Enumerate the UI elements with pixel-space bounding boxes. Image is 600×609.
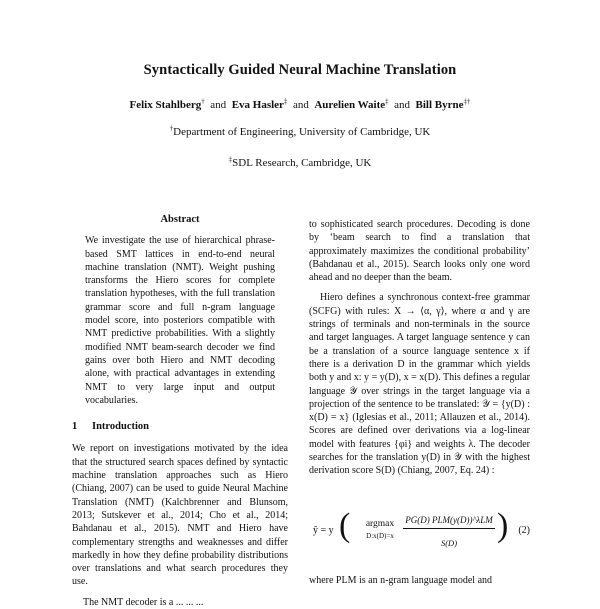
body-paragraph: Hiero defines a synchronous context-free grammar (SCFG) with rules: X → ⟨α, γ⟩, where α and γ are strings of terminals and non-terminals in the source and target languages. A target language sentence y can be a translation of a source language sentence x if there is a derivation D in the grammar which yields both y and x: y = y(D), x = x(D). This defines a regular language 𝒴 over strings in the target language via a projection of the sentence to be translated: 𝒴 = {y(D) : x(D) = x} (Iglesias et al., 2011; Allauzen et al., 2014). Scores are defined over derivations via a log-linear model with features {φi} and weights λ. The decoder searches for the translation y(D) in 𝒴 with the highest derivation score S(D) (Chiang, 2007, Eq. 24) :: [309, 292, 530, 477]
affiliation-mark: ‡†: [463, 97, 471, 106]
left-paren: (: [339, 506, 351, 544]
body-paragraph: to sophisticated search procedures. Decoding is done by ‘beam search to find a translation that approximately maximizes the conditional probability’ (Bahdanau et al., 2015). Search looks only one word ahead and no deeper than the beam.: [309, 219, 530, 284]
right-column: [309, 218, 530, 587]
paper-title: Syntactically Guided Neural Machine Translation: [143, 62, 457, 78]
author-list: [0, 99, 600, 111]
equation-argmax: [357, 518, 403, 544]
abstract-text: We investigate the use of hierarchical phrase-based SMT lattices in end-to-end neural machine translation (NMT). Weight pushing transforms the Hiero scores for complete translation hypotheses, with the full translation grammar score and full n-gram language model score, into posteriors compatible with NMT predictive probabilities. With a slightly modified NMT beam-search decoder we find gains over both Hiero and NMT decoding alone, with practical advantages in extending NMT to very large input and output vocabularies.: [85, 235, 275, 406]
author-name: Bill Byrne: [415, 99, 464, 111]
affiliation-mark: †: [201, 97, 205, 106]
affiliation-mark: ‡: [385, 97, 389, 106]
affiliation-sdl: [0, 157, 600, 169]
equation-numerator: PG(D) PLM(y(D))^λLM: [403, 514, 495, 529]
author-name: Eva Hasler: [231, 99, 284, 111]
affiliation-text: SDL Research, Cambridge, UK: [232, 157, 372, 169]
author-name: Aurelien Waite: [314, 99, 386, 111]
right-paren: ): [497, 506, 509, 544]
equation-fraction: [403, 514, 495, 551]
intro-paragraph-2: The NMT decoder is a ... ... ...: [83, 596, 204, 608]
affiliation-cambridge: [0, 126, 600, 138]
equation-2: [309, 502, 530, 562]
equation-number: (2): [518, 524, 530, 536]
affiliation-mark: †: [169, 124, 174, 133]
affiliation-text: Department of Engineering, University of Cambridge, UK: [173, 126, 431, 138]
equation-lhs: ŷ = y: [313, 524, 334, 536]
abstract-heading: Abstract: [160, 214, 200, 225]
equation-denominator: S(D): [440, 537, 458, 548]
author-name: Felix Stahlberg: [129, 99, 202, 111]
affiliation-mark: ‡: [283, 97, 288, 106]
section-title: Introduction: [92, 421, 149, 433]
argmax-subscript: D:x(D)=x: [366, 531, 394, 540]
body-paragraph: where PLM is an n-gram language model and: [309, 574, 493, 586]
author-separator: and: [210, 99, 227, 111]
left-column: [72, 213, 288, 609]
section-number: 1: [72, 421, 78, 433]
affiliation-mark: ‡: [228, 155, 233, 164]
section-heading: [72, 420, 288, 433]
argmax-label: argmax: [365, 518, 395, 529]
intro-paragraph: We report on investigations motivated by the idea that the structured search spaces defined by syntactic machine translation approaches such as Hiero (Chiang, 2007) can be used to guide Neural Machine Translation (NMT) (Kalchbrenner and Blunsom, 2013; Sutskever et al., 2014; Cho et al., 2014; Bahdanau et al., 2015). NMT and Hiero have complementary strengths and weaknesses and differ markedly in how they define probability distributions over translations and what search procedures they use.: [72, 443, 288, 588]
author-separator: and: [292, 99, 309, 111]
author-separator: and: [394, 99, 411, 111]
